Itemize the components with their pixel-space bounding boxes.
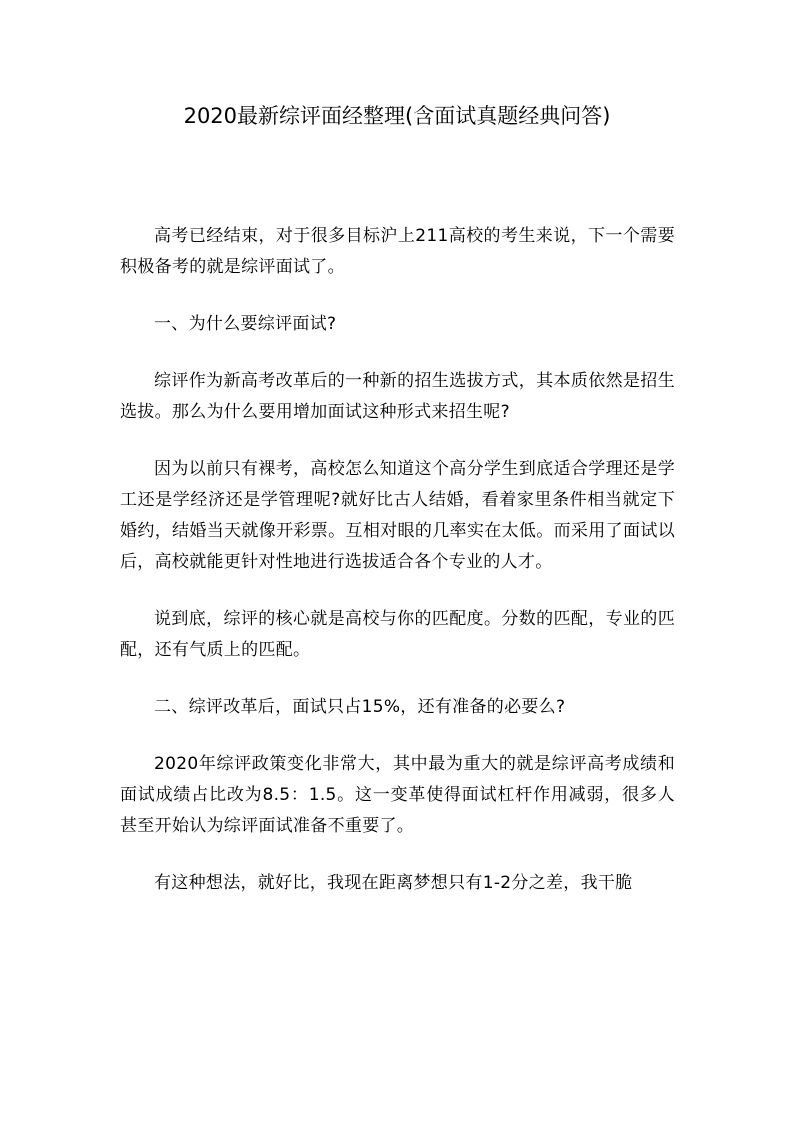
section-heading-1: 一、为什么要综评面试? bbox=[154, 314, 337, 334]
document-title: 2020最新综评面经整理(含面试真题经典问答) bbox=[183, 104, 611, 128]
document-body bbox=[120, 221, 675, 925]
body-paragraph: 有这种想法，就好比，我现在距离梦想只有1-2分之差，我干脆 bbox=[154, 873, 633, 893]
body-paragraph: 2020年综评政策变化非常大，其中最为重大的就是综评高考成绩和面试成绩占比改为8.5：1.5。这一变革使得面试杠杆作用减弱，很多人甚至开始认为综评面试准备不重要了。 bbox=[120, 754, 675, 836]
body-paragraph: 说到底，综评的核心就是高校与你的匹配度。分数的匹配，专业的匹配，还有气质上的匹配。 bbox=[120, 609, 675, 660]
intro-paragraph: 高考已经结束，对于很多目标沪上211高校的考生来说，下一个需要积极备考的就是综评面试了。 bbox=[120, 226, 675, 277]
body-paragraph: 因为以前只有裸考，高校怎么知道这个高分学生到底适合学理还是学工还是学经济还是学管理呢?就好比古人结婚，看着家里条件相当就定下婚约，结婚当天就像开彩票。互相对眼的几率实在太低。而采用了面试以后，高校就能更针对性地进行选拔适合各个专业的人才。 bbox=[120, 459, 675, 572]
section-heading-2: 二、综评改革后，面试只占15%，还有准备的必要么? bbox=[154, 697, 566, 717]
body-paragraph: 综评作为新高考改革后的一种新的招生选拔方式，其本质依然是招生选拔。那么为什么要用增加面试这种形式来招生呢? bbox=[120, 371, 675, 422]
